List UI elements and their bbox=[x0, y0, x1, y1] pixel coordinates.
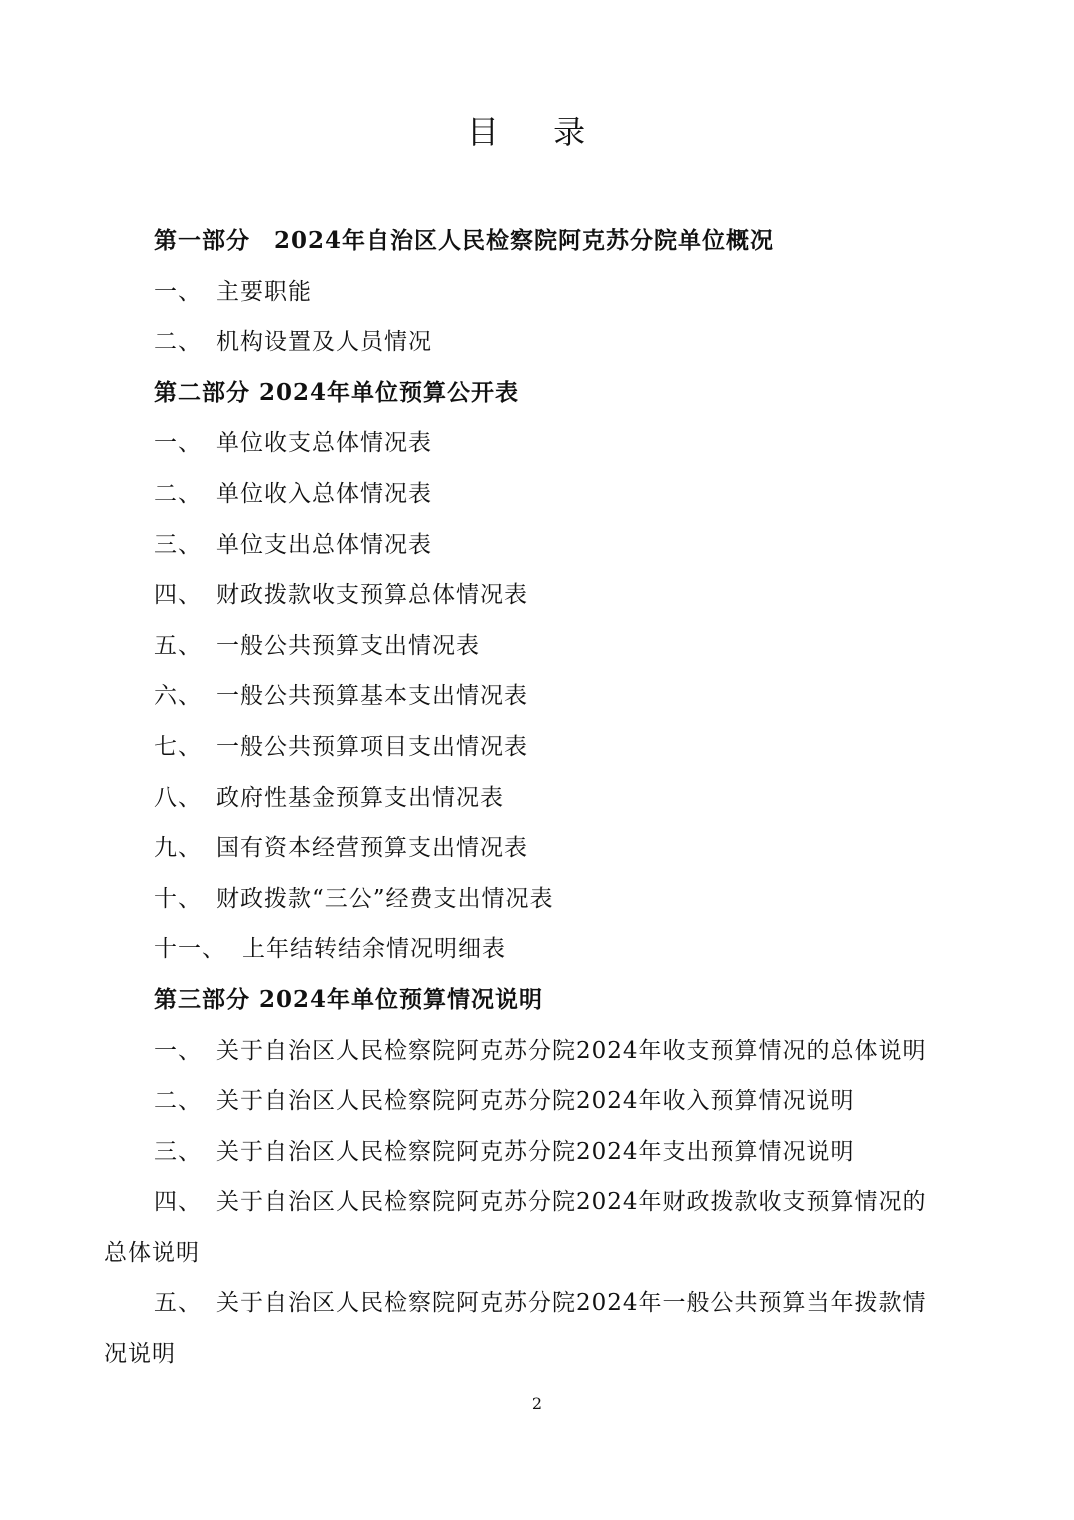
toc-item-number: 九、 bbox=[154, 835, 202, 862]
toc-item-text: 机构设置及人员情况 bbox=[216, 329, 432, 356]
toc-item-text: 一般公共预算项目支出情况表 bbox=[216, 733, 528, 760]
toc-item-text: 一般公共预算支出情况表 bbox=[216, 632, 480, 659]
toc-item bbox=[104, 671, 966, 722]
toc-item-continuation: 总体说明 bbox=[104, 1239, 200, 1266]
toc-item bbox=[104, 267, 966, 318]
toc-item bbox=[104, 1127, 966, 1178]
toc-item bbox=[104, 621, 966, 672]
toc-item-text: 国有资本经营预算支出情况表 bbox=[216, 835, 528, 862]
toc-item-text: 主要职能 bbox=[216, 278, 312, 305]
toc-item-number: 五、 bbox=[154, 1290, 202, 1317]
toc-item bbox=[104, 1278, 966, 1329]
toc-item-number: 八、 bbox=[154, 784, 202, 811]
toc-item-number: 四、 bbox=[154, 1189, 202, 1216]
toc-section-heading: 第一部分 2024年自治区人民检察院阿克苏分院单位概况 bbox=[154, 227, 775, 254]
toc-item bbox=[104, 722, 966, 773]
toc-item-number: 二、 bbox=[154, 1088, 202, 1115]
page-title: 目 录 bbox=[466, 113, 608, 151]
toc-item-text: 关于自治区人民检察院阿克苏分院2024年一般公共预算当年拨款情 bbox=[216, 1290, 927, 1317]
toc-item-number: 十、 bbox=[154, 885, 202, 912]
toc-item-text: 财政拨款收支预算总体情况表 bbox=[216, 582, 528, 609]
toc-item-number: 五、 bbox=[154, 632, 202, 659]
toc-item-text: 关于自治区人民检察院阿克苏分院2024年支出预算情况说明 bbox=[216, 1138, 855, 1165]
toc-item-text: 关于自治区人民检察院阿克苏分院2024年收支预算情况的总体说明 bbox=[216, 1037, 927, 1064]
toc-section-heading: 第三部分 2024年单位预算情况说明 bbox=[154, 985, 544, 1013]
toc-item-text: 一般公共预算基本支出情况表 bbox=[216, 683, 528, 710]
toc-item-number: 六、 bbox=[154, 683, 202, 710]
toc-item-continuation: 况说明 bbox=[104, 1341, 176, 1368]
toc-item-text: 财政拨款“三公”经费支出情况表 bbox=[216, 885, 554, 912]
toc-item-number: 十一、 bbox=[154, 936, 226, 963]
toc-item-number: 三、 bbox=[154, 531, 202, 558]
toc-item-text: 单位收支总体情况表 bbox=[216, 430, 432, 457]
toc-item bbox=[104, 317, 966, 368]
toc-item bbox=[104, 874, 966, 925]
toc-item-text: 上年结转结余情况明细表 bbox=[242, 936, 506, 963]
toc-item-number: 二、 bbox=[154, 480, 202, 507]
toc-item bbox=[104, 924, 966, 975]
toc-item-text: 政府性基金预算支出情况表 bbox=[216, 784, 504, 811]
page-number: 2 bbox=[531, 1394, 543, 1413]
toc-item-number: 一、 bbox=[154, 278, 202, 305]
toc-item-number: 二、 bbox=[154, 329, 202, 356]
toc-item-number: 四、 bbox=[154, 582, 202, 609]
toc-item-number: 三、 bbox=[154, 1138, 202, 1165]
toc-item-number: 一、 bbox=[154, 430, 202, 457]
toc-item bbox=[104, 520, 966, 571]
toc-item bbox=[104, 1076, 966, 1127]
toc-item-number: 一、 bbox=[154, 1037, 202, 1064]
toc-item bbox=[104, 823, 966, 874]
toc-item-text: 单位支出总体情况表 bbox=[216, 531, 432, 558]
toc-item bbox=[104, 1177, 966, 1228]
toc-item-text: 关于自治区人民检察院阿克苏分院2024年收入预算情况说明 bbox=[216, 1088, 855, 1115]
toc-item bbox=[104, 418, 966, 469]
toc-item-number: 七、 bbox=[154, 733, 202, 760]
toc-item bbox=[104, 1026, 966, 1077]
toc-item bbox=[104, 773, 966, 824]
toc-item-text: 单位收入总体情况表 bbox=[216, 480, 432, 507]
toc-item bbox=[104, 469, 966, 520]
table-of-contents bbox=[104, 216, 966, 1380]
toc-item bbox=[104, 570, 966, 621]
toc-item-text: 关于自治区人民检察院阿克苏分院2024年财政拨款收支预算情况的 bbox=[216, 1189, 927, 1216]
toc-section-heading: 第二部分 2024年单位预算公开表 bbox=[154, 378, 520, 406]
